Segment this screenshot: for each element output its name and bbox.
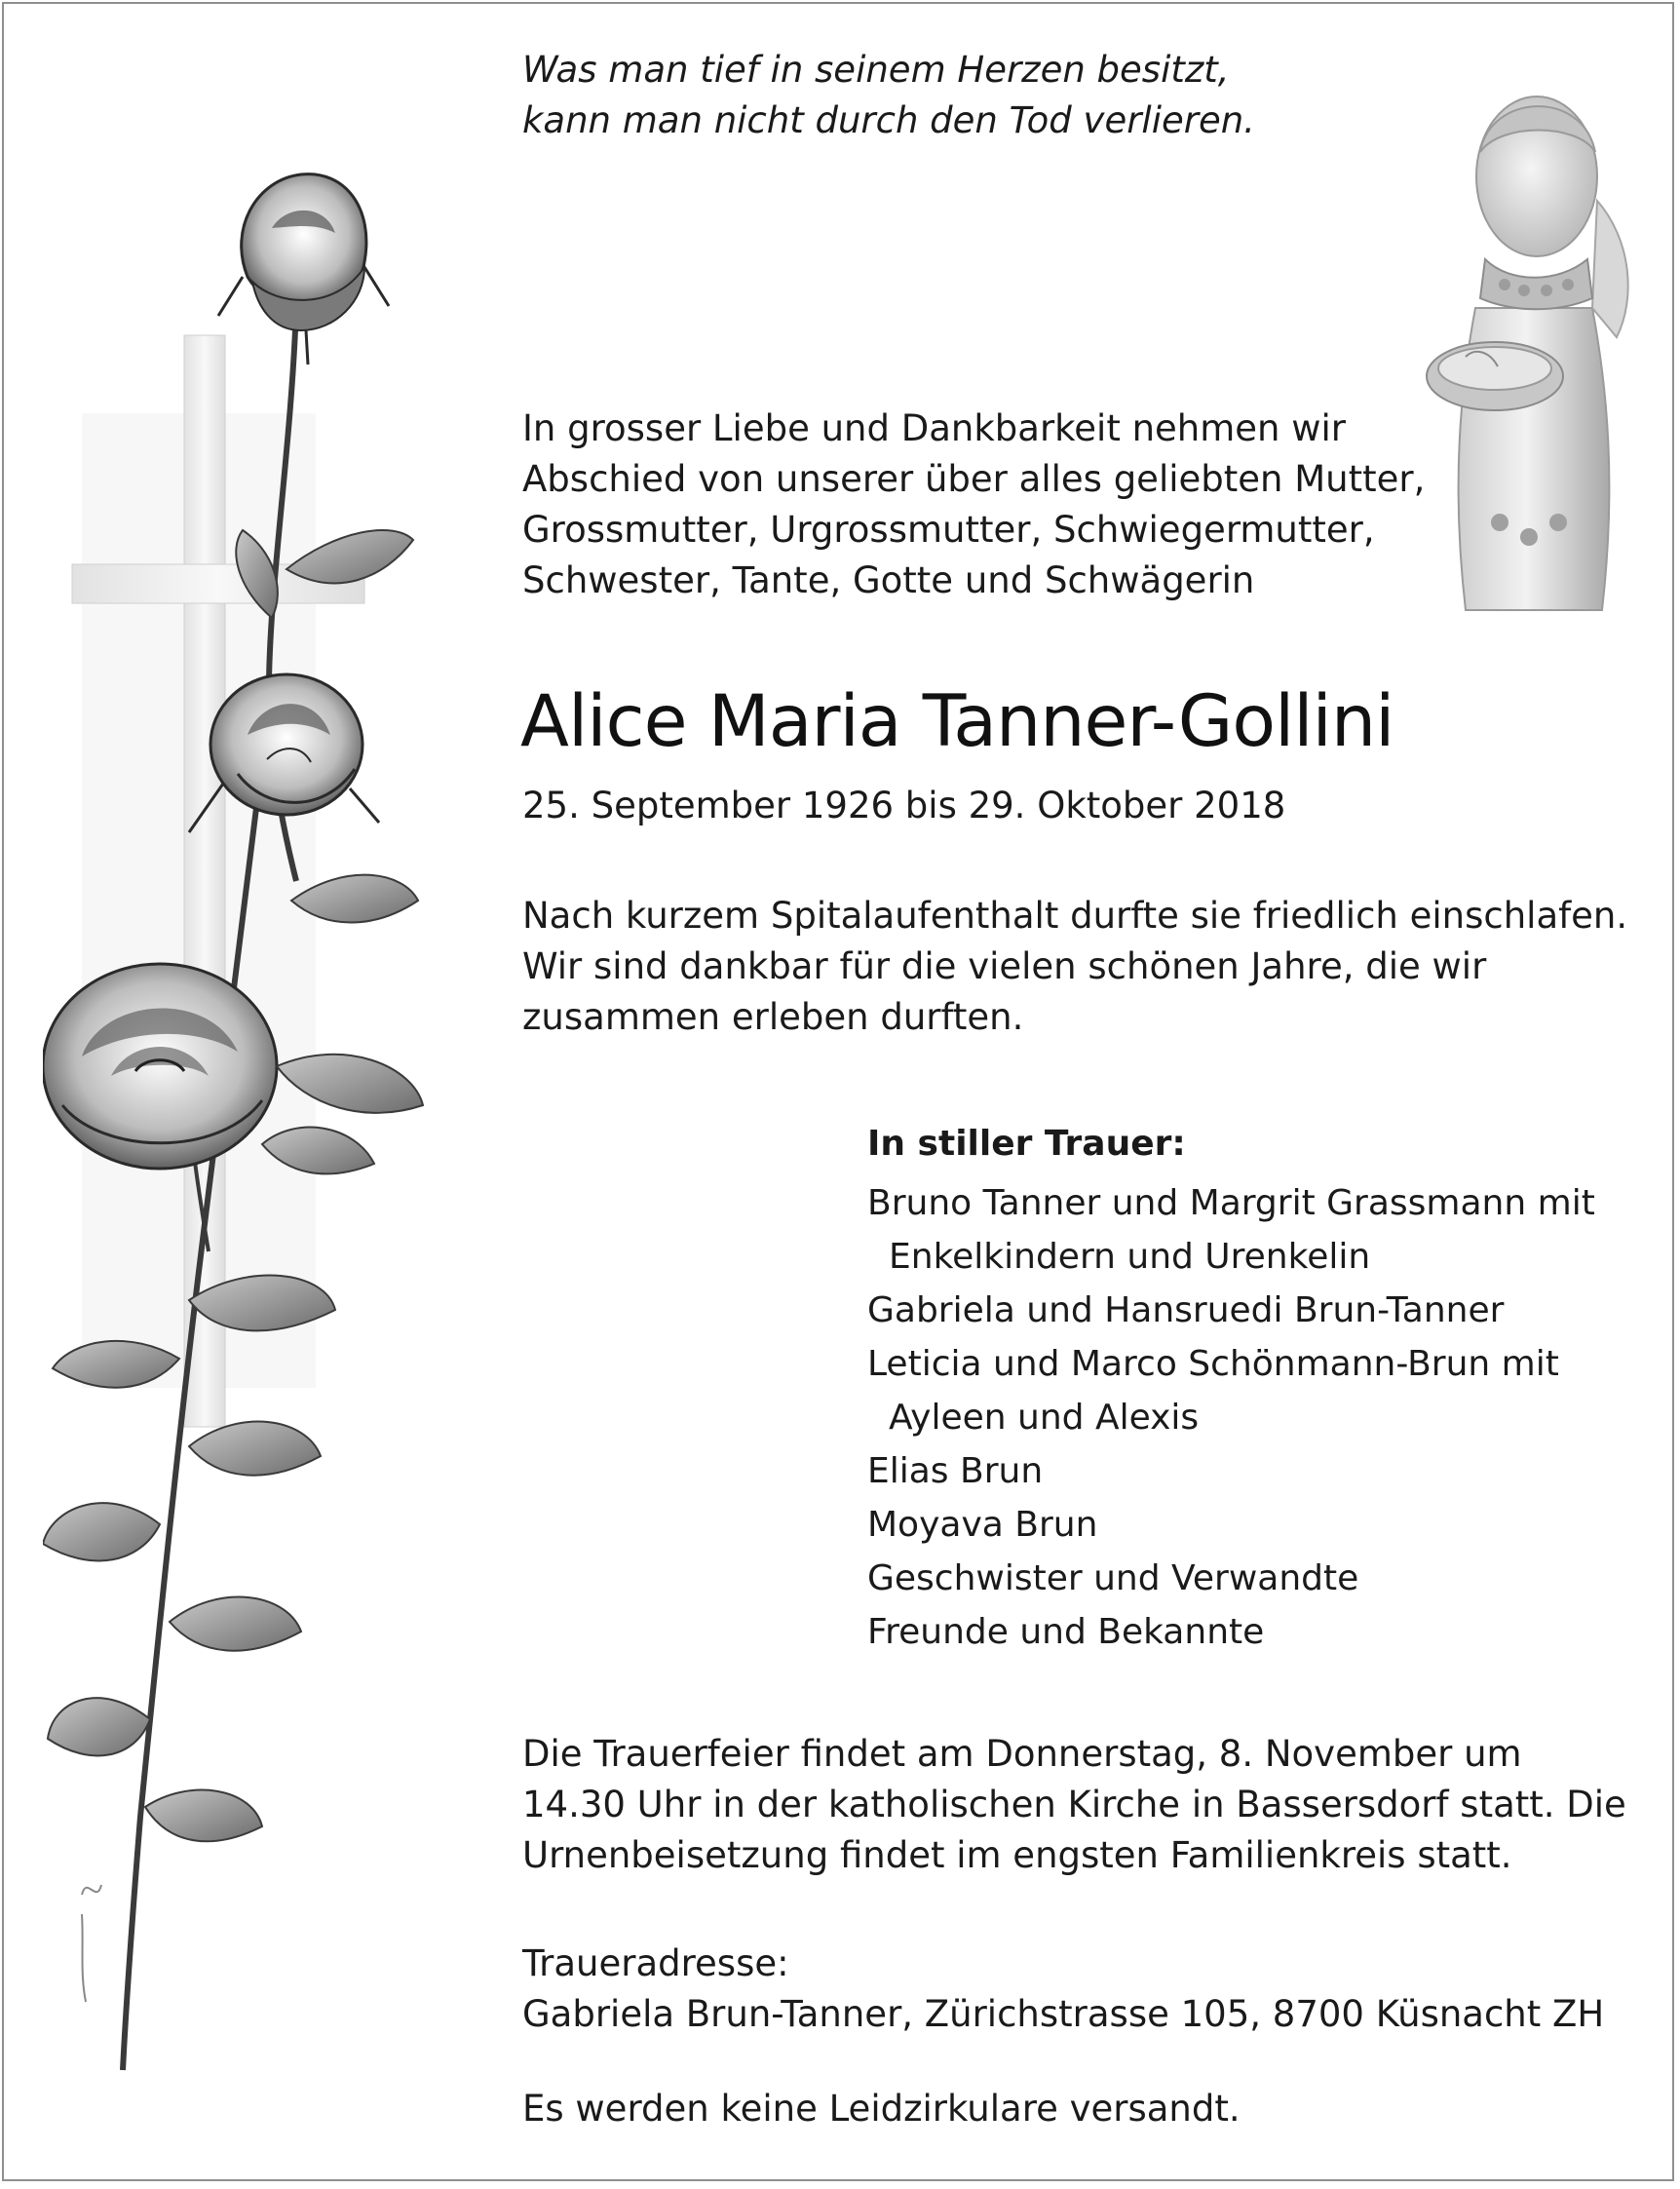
- mourner-line: Ayleen und Alexis: [889, 1398, 1200, 1438]
- mourning-address: [522, 1939, 1653, 2040]
- closing-note: [522, 2084, 1497, 2134]
- closing-note-text: Es werden keine Leidzirkulare versandt.: [522, 2088, 1241, 2130]
- intro-line: Schwester, Tante, Gotte und Schwägerin: [522, 559, 1255, 601]
- mourner-line: Freunde und Bekannte: [867, 1612, 1265, 1652]
- mourner-line: Geschwister und Verwandte: [867, 1558, 1359, 1598]
- mourner-line: Elias Brun: [867, 1451, 1044, 1491]
- service-info: [522, 1729, 1653, 1881]
- mourner-line: Gabriela und Hansruedi Brun-Tanner: [867, 1290, 1505, 1330]
- message-paragraph: [522, 891, 1653, 1043]
- message-line: Nach kurzem Spitalaufenthalt durfte sie friedlich einschlafen.: [522, 895, 1628, 937]
- mourners-section: [867, 1120, 1647, 1659]
- address-label: Traueradresse:: [522, 1942, 789, 1984]
- motto-line: kann man nicht durch den Tod verlieren.: [522, 99, 1255, 141]
- deceased-name: Alice Maria Tanner-Gollini: [520, 680, 1394, 763]
- mourner-line: Bruno Tanner und Margrit Grassmann mit: [867, 1183, 1595, 1223]
- intro-line: Grossmutter, Urgrossmutter, Schwiegermutter,: [522, 509, 1375, 551]
- address-value: Gabriela Brun-Tanner, Zürichstrasse 105, 8700 Küsnacht ZH: [522, 1993, 1605, 2035]
- intro-line: Abschied von unserer über alles geliebten Mutter,: [522, 458, 1426, 500]
- motto-line: Was man tief in seinem Herzen besitzt,: [522, 49, 1230, 91]
- mourner-line: Leticia und Marco Schönmann-Brun mit: [867, 1344, 1559, 1384]
- intro-paragraph: [522, 403, 1458, 606]
- motto-quote: [522, 45, 1360, 146]
- roses-cross-illustration-icon: [43, 160, 462, 2090]
- service-line: 14.30 Uhr in der katholischen Kirche in Bassersdorf statt. Die: [522, 1784, 1626, 1825]
- mourner-line: Moyava Brun: [867, 1505, 1098, 1545]
- intro-line: In grosser Liebe und Dankbarkeit nehmen wir: [522, 407, 1347, 449]
- life-dates-text: 25. September 1926 bis 29. Oktober 2018: [522, 785, 1286, 826]
- service-line: Die Trauerfeier findet am Donnerstag, 8. November um: [522, 1733, 1522, 1775]
- service-line: Urnenbeisetzung findet im engsten Familienkreis statt.: [522, 1834, 1512, 1876]
- life-dates: [522, 781, 1458, 831]
- obituary-notice: [2, 2, 1674, 2181]
- mourners-heading: In stiller Trauer:: [867, 1124, 1186, 1164]
- message-line: Wir sind dankbar für die vielen schönen Jahre, die wir: [522, 945, 1487, 987]
- mourner-line: Enkelkindern und Urenkelin: [889, 1237, 1371, 1277]
- mourners-list: [867, 1176, 1647, 1659]
- message-line: zusammen erleben durften.: [522, 996, 1024, 1038]
